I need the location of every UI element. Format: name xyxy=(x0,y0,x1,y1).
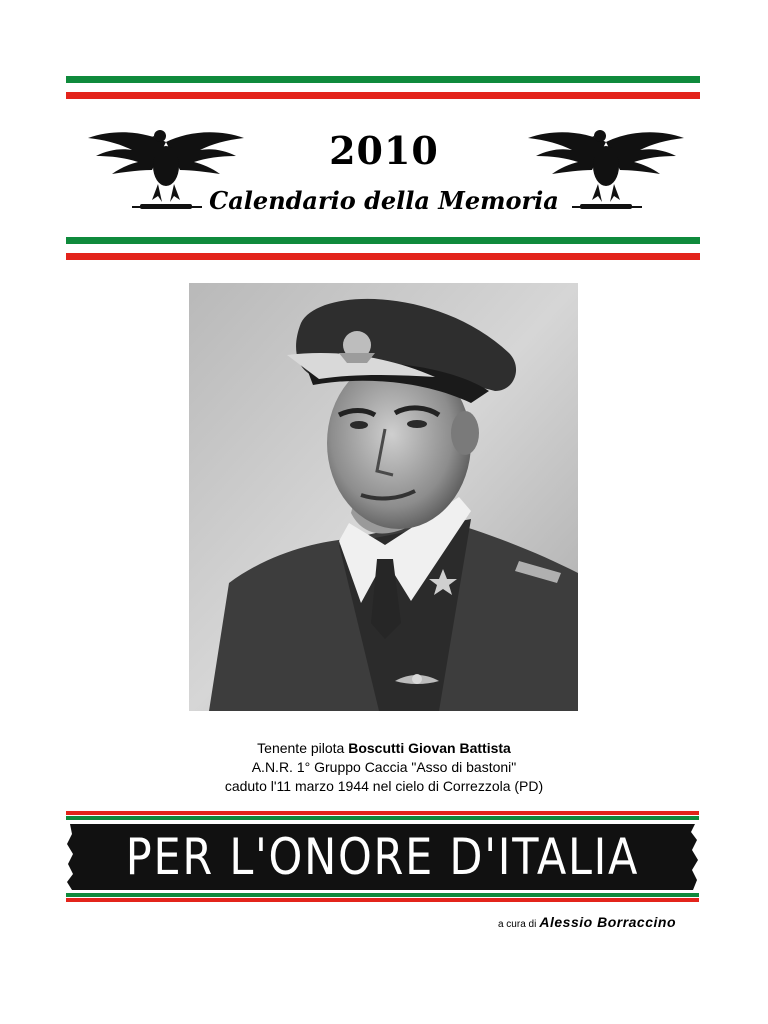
credit-prefix: a cura di xyxy=(497,919,537,930)
banner-stripe-red-top xyxy=(66,811,699,815)
banner-stripe-red-bottom xyxy=(66,898,699,902)
banner-stripe-green-top xyxy=(66,816,699,820)
credit-line xyxy=(498,914,676,930)
mid-stripe-red xyxy=(66,253,700,260)
caption-line-2: A.N.R. 1° Gruppo Caccia "Asso di bastoni" xyxy=(251,759,517,775)
mid-stripe-green xyxy=(66,237,700,244)
caption-line-1: Tenente pilota Boscutti Giovan Battista xyxy=(257,740,511,756)
banner-stripe-green-bottom xyxy=(66,893,699,897)
banner-title: PER L'ONORE D'ITALIA xyxy=(125,828,640,886)
portrait-photo xyxy=(189,283,578,711)
top-stripe-red xyxy=(66,92,700,99)
top-stripe-green xyxy=(66,76,700,83)
credit-author: Alessio Borraccino xyxy=(539,914,676,930)
calendar-subtitle: Calendario della Memoria xyxy=(209,186,559,215)
caption-name: Boscutti Giovan Battista xyxy=(348,740,511,756)
photo-caption xyxy=(0,739,768,796)
calendar-year: 2010 xyxy=(329,128,439,173)
caption-line-3: caduto l'11 marzo 1944 nel cielo di Correzzola (PD) xyxy=(224,778,544,794)
